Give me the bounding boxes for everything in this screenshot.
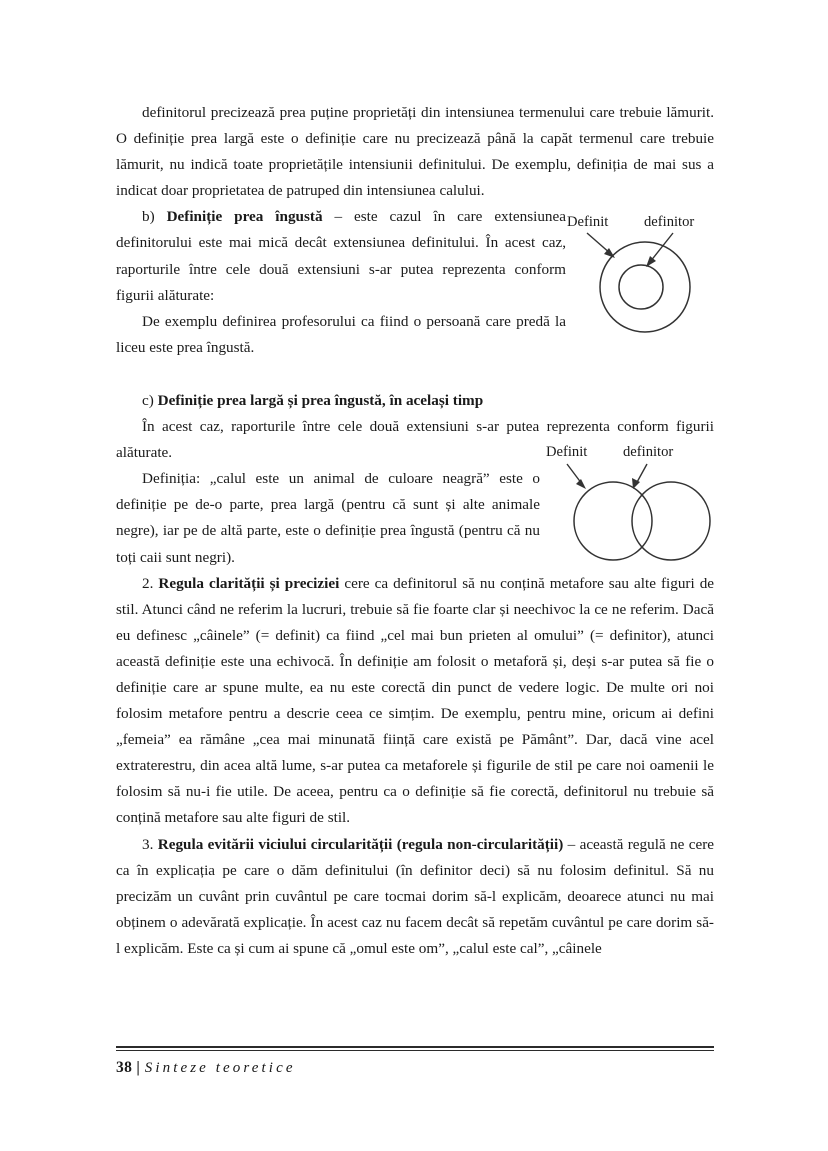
heading-regula-claritatii: Regula clarității și preciziei xyxy=(158,574,340,592)
figure2-label-definit: Definit xyxy=(546,444,588,460)
figure1-label-definitor: definitor xyxy=(644,214,695,230)
paragraph-exemplu-cal: Definiția: „calul este un animal de culoare neagră” este o definiție pe de-o parte, prea largă (pentru că sunt și alte animale negre), iar pe de altă parte, este o definiție prea îngustă (pentru că nu toți caii sunt negri). xyxy=(116,470,540,566)
heading-regula-circularitatii: Regula evitării viciului circularității (regula non-circularității) xyxy=(157,835,564,853)
inner-circle-definitor xyxy=(619,265,663,309)
arrow-head-definitor xyxy=(646,256,656,267)
paragraph-raporturi: În acest caz, raporturile între cele două extensiuni s-ar putea reprezenta conform figurii alăturate. xyxy=(116,418,714,462)
paragraph-exemplu-profesor: De exemplu definirea profesorului ca fiind o persoană care predă la liceu este prea îngustă. xyxy=(116,312,566,356)
paragraph-text: – este cazul în care extensiunea definitorului este mai mică decât extensiunea definitului. În acest caz, raporturile între cele două extensiuni s-ar putea reprezenta conform figurii alăturate: xyxy=(116,208,567,304)
figure-overlapping-circles xyxy=(540,444,720,566)
list-marker-3: 3. xyxy=(142,835,154,853)
figure2-drawing xyxy=(540,444,720,566)
heading-definitie-larga-ingusta: Definiție prea largă și prea îngustă, în același timp xyxy=(157,391,484,409)
footer-separator: | xyxy=(136,1059,140,1076)
paragraph-regula-claritatii xyxy=(116,571,714,832)
list-marker-2: 2. xyxy=(142,574,154,592)
arrow-line-definitor xyxy=(650,233,673,262)
footer-title: Sinteze teoretice xyxy=(144,1060,296,1076)
figure1-drawing xyxy=(565,214,720,334)
paragraph-intro: definitorul precizează prea puține proprietăți din intensiunea termenului care trebuie lămurit. O definiție prea largă este o definiție care nu precizează până la capăt termenul care trebuie lămurit, nu indică toate proprietățile intensiunii definitului. De exemplu, definiția de mai sus a indicat doar proprietatea de patruped din intensiunea calului. xyxy=(116,104,714,200)
footer-divider xyxy=(116,1046,714,1048)
paragraph-text: – această regulă ne cere ca în explicația pe care o dăm definitului (în definitor deci) să nu folosim definitul. Să nu precizăm un cuvânt prin cuvântul pe care tocmai dorim să-l explicăm, deoarece atunci nu mai obținem o adevărată explicație. În acest caz nu facem decât să repetăm cuvântul pe care dorim să-l explicăm. Este ca și cum ai spune că „omul este om”, „calul este cal”, „câinele xyxy=(116,835,714,957)
paragraph-regula-circularitatii xyxy=(116,832,714,962)
page-number: 38 xyxy=(116,1059,133,1076)
paragraph-text: cere ca definitorul să nu conțină metafore sau alte figuri de stil. Atunci când ne referim la lucruri, trebuie să fie foarte clar și neechivoc la ce ne referim. Dacă eu definesc „câinele” (= definit) ca fiind „cel mai bun prieten al omului” (= definitor), atunci această definiție este una echivocă. În definiție am folosit o metaforă și, deși s-ar putea să fie o definiție care ar spune multe, ea nu este corectă din punct de vedere logic. De multe ori noi folosim metafore pentru a descrie ceea ce simțim. De exemplu, pentru mine, oricum ai defini „femeia” ea rămâne „cea mai minunată ființă care există pe Pământ”. Dar, dacă vine acel extraterestru, din acea altă lume, s-ar putea ca metaforele și figurile de stil pe care noi oamenii le folosim să nu-i fie utile. De aceea, pentru ca o definiție să fie corectă, definitorul nu trebuie să conțină metafore sau alte figuri de stil. xyxy=(116,574,715,827)
list-marker-b: b) xyxy=(142,208,155,226)
heading-definitie-prea-ingusta: Definiție prea îngustă xyxy=(166,208,323,226)
paragraph-definitie-prea-ingusta xyxy=(116,204,566,308)
arrow-head-definit xyxy=(576,479,586,489)
figure-concentric-circles xyxy=(565,214,720,334)
figure2-label-definitor: definitor xyxy=(623,444,674,460)
figure1-label-definit: Definit xyxy=(567,214,609,230)
left-circle-definit xyxy=(574,482,652,560)
paragraph-heading-c xyxy=(116,388,714,414)
right-circle-definitor xyxy=(632,482,710,560)
page-footer xyxy=(116,1057,714,1079)
spacer xyxy=(116,361,714,388)
list-marker-c: c) xyxy=(142,391,154,409)
